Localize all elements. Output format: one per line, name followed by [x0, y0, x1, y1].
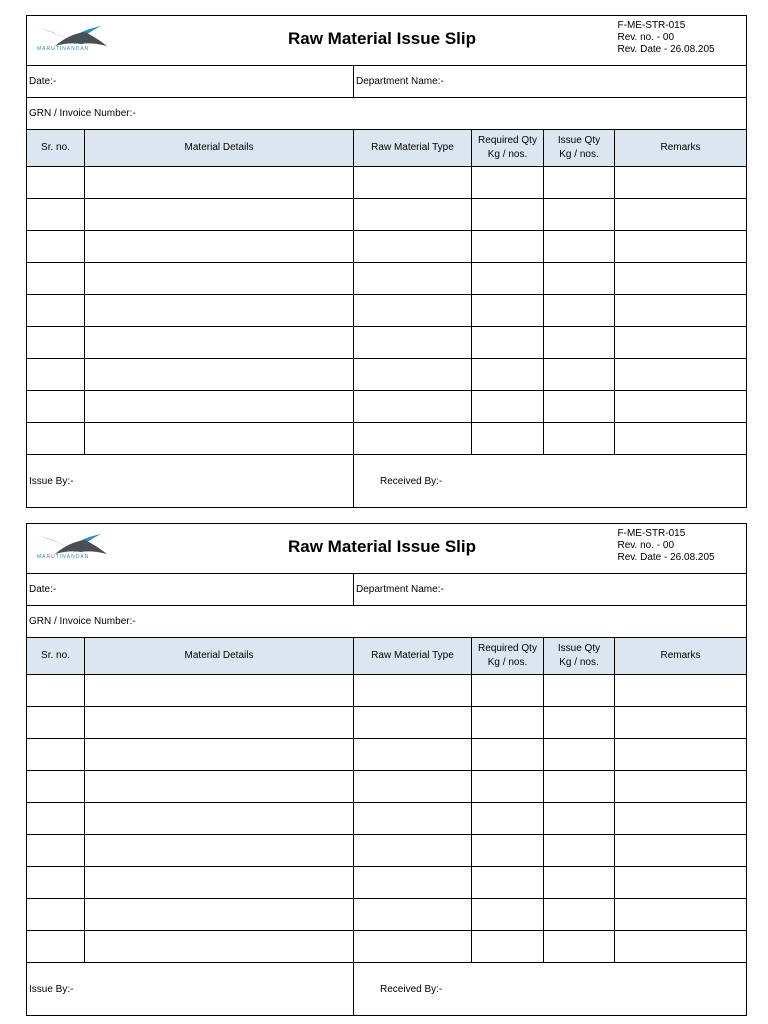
sr-no-cell[interactable]	[27, 707, 85, 739]
material-details-cell[interactable]	[85, 231, 354, 263]
issue-qty-cell[interactable]	[544, 675, 615, 707]
col-material-details: Material Details	[85, 130, 354, 167]
received-by-field[interactable]: Received By:-	[354, 963, 747, 1016]
raw-material-type-cell[interactable]	[354, 231, 472, 263]
raw-material-type-cell[interactable]	[354, 675, 472, 707]
signature-row	[27, 963, 747, 1016]
raw-material-type-cell[interactable]	[354, 295, 472, 327]
raw-material-type-cell[interactable]	[354, 931, 472, 963]
slip-header	[27, 524, 747, 574]
remarks-cell[interactable]	[615, 231, 747, 263]
rev-date: Rev. Date - 26.08.205	[617, 44, 715, 55]
logo-area	[27, 524, 476, 574]
issue-qty-cell[interactable]	[544, 899, 615, 931]
table-row	[27, 867, 747, 899]
material-details-cell[interactable]	[85, 423, 354, 455]
issue-qty-cell[interactable]	[544, 803, 615, 835]
material-details-cell[interactable]	[85, 391, 354, 423]
remarks-cell[interactable]	[615, 327, 747, 359]
table-row	[27, 231, 747, 263]
issue-qty-cell[interactable]	[544, 391, 615, 423]
issue-qty-cell[interactable]	[544, 199, 615, 231]
table-row	[27, 899, 747, 931]
remarks-cell[interactable]	[615, 931, 747, 963]
remarks-cell[interactable]	[615, 391, 747, 423]
required-qty-cell[interactable]	[472, 675, 544, 707]
raw-material-type-cell[interactable]	[354, 835, 472, 867]
table-row	[27, 771, 747, 803]
sr-no-cell[interactable]	[27, 899, 85, 931]
remarks-cell[interactable]	[615, 295, 747, 327]
required-qty-cell[interactable]	[472, 867, 544, 899]
table-row	[27, 931, 747, 963]
signature-row	[27, 455, 747, 508]
raw-material-type-cell[interactable]	[354, 739, 472, 771]
material-details-cell[interactable]	[85, 867, 354, 899]
table-row	[27, 295, 747, 327]
issue-qty-cell[interactable]	[544, 327, 615, 359]
remarks-cell[interactable]	[615, 707, 747, 739]
issue-qty-cell[interactable]	[544, 167, 615, 199]
department-field[interactable]: Department Name:-	[354, 574, 747, 606]
col-required-qty: Required Qty Kg / nos.	[472, 638, 544, 675]
material-details-cell[interactable]	[85, 359, 354, 391]
sr-no-cell[interactable]	[27, 835, 85, 867]
required-qty-cell[interactable]	[472, 231, 544, 263]
col-sr-no: Sr. no.	[27, 638, 85, 675]
sr-no-cell[interactable]	[27, 231, 85, 263]
required-qty-cell[interactable]	[472, 803, 544, 835]
col-raw-material-type: Raw Material Type	[354, 130, 472, 167]
logo-text: MARUTINANDAN	[37, 554, 90, 560]
received-by-field[interactable]: Received By:-	[354, 455, 747, 508]
remarks-cell[interactable]	[615, 867, 747, 899]
col-remarks: Remarks	[615, 130, 747, 167]
issue-qty-cell[interactable]	[544, 739, 615, 771]
grn-invoice-field[interactable]: GRN / Invoice Number:-	[27, 98, 747, 130]
raw-material-type-cell[interactable]	[354, 423, 472, 455]
col-sr-no: Sr. no.	[27, 130, 85, 167]
col-material-details: Material Details	[85, 638, 354, 675]
sr-no-cell[interactable]	[27, 359, 85, 391]
raw-material-type-cell[interactable]	[354, 359, 472, 391]
material-details-cell[interactable]	[85, 295, 354, 327]
sr-no-cell[interactable]	[27, 675, 85, 707]
department-field[interactable]: Department Name:-	[354, 66, 747, 98]
issue-qty-cell[interactable]	[544, 771, 615, 803]
required-qty-cell[interactable]	[472, 199, 544, 231]
raw-material-type-cell[interactable]	[354, 803, 472, 835]
slip-table	[26, 15, 747, 508]
required-qty-cell[interactable]	[472, 167, 544, 199]
issue-qty-cell[interactable]	[544, 867, 615, 899]
issue-by-field[interactable]: Issue By:-	[27, 455, 354, 508]
raw-material-type-cell[interactable]	[354, 899, 472, 931]
issue-slip	[26, 523, 746, 1016]
slip-title: Raw Material Issue Slip	[287, 29, 476, 48]
issue-slip	[26, 15, 746, 508]
column-header-row	[27, 638, 747, 675]
remarks-cell[interactable]	[615, 835, 747, 867]
required-qty-cell[interactable]	[472, 423, 544, 455]
material-details-cell[interactable]	[85, 899, 354, 931]
raw-material-type-cell[interactable]	[354, 707, 472, 739]
material-details-cell[interactable]	[85, 739, 354, 771]
material-details-cell[interactable]	[85, 199, 354, 231]
col-issue-qty: Issue Qty Kg / nos.	[544, 638, 615, 675]
table-row	[27, 675, 747, 707]
logo-text: MARUTINANDAN	[37, 46, 90, 52]
remarks-cell[interactable]	[615, 675, 747, 707]
raw-material-type-cell[interactable]	[354, 199, 472, 231]
issue-qty-cell[interactable]	[544, 835, 615, 867]
sr-no-cell[interactable]	[27, 167, 85, 199]
raw-material-type-cell[interactable]	[354, 263, 472, 295]
material-details-cell[interactable]	[85, 263, 354, 295]
slip-title: Raw Material Issue Slip	[287, 537, 476, 556]
remarks-cell[interactable]	[615, 771, 747, 803]
material-details-cell[interactable]	[85, 167, 354, 199]
required-qty-cell[interactable]	[472, 707, 544, 739]
raw-material-type-cell[interactable]	[354, 391, 472, 423]
grn-invoice-field[interactable]: GRN / Invoice Number:-	[27, 606, 747, 638]
slip-table	[26, 523, 747, 1016]
issue-qty-cell[interactable]	[544, 931, 615, 963]
required-qty-cell[interactable]	[472, 835, 544, 867]
raw-material-type-cell[interactable]	[354, 327, 472, 359]
col-required-qty: Required Qty Kg / nos.	[472, 130, 544, 167]
material-details-cell[interactable]	[85, 707, 354, 739]
table-row	[27, 327, 747, 359]
remarks-cell[interactable]	[615, 167, 747, 199]
doc-number: F-ME-STR-015	[617, 528, 686, 539]
material-details-cell[interactable]	[85, 835, 354, 867]
issue-qty-cell[interactable]	[544, 295, 615, 327]
issue-qty-cell[interactable]	[544, 263, 615, 295]
table-row	[27, 359, 747, 391]
material-details-cell[interactable]	[85, 675, 354, 707]
col-remarks: Remarks	[615, 638, 747, 675]
column-header-row	[27, 130, 747, 167]
remarks-cell[interactable]	[615, 199, 747, 231]
sr-no-cell[interactable]	[27, 739, 85, 771]
remarks-cell[interactable]	[615, 803, 747, 835]
sr-no-cell[interactable]	[27, 295, 85, 327]
remarks-cell[interactable]	[615, 263, 747, 295]
sr-no-cell[interactable]	[27, 803, 85, 835]
remarks-cell[interactable]	[615, 899, 747, 931]
table-row	[27, 199, 747, 231]
required-qty-cell[interactable]	[472, 739, 544, 771]
issue-qty-cell[interactable]	[544, 707, 615, 739]
sr-no-cell[interactable]	[27, 391, 85, 423]
table-row	[27, 803, 747, 835]
required-qty-cell[interactable]	[472, 771, 544, 803]
date-field[interactable]: Date:-	[27, 66, 354, 98]
table-row	[27, 263, 747, 295]
date-field[interactable]: Date:-	[27, 574, 354, 606]
sr-no-cell[interactable]	[27, 771, 85, 803]
raw-material-type-cell[interactable]	[354, 867, 472, 899]
issue-by-field[interactable]: Issue By:-	[27, 963, 354, 1016]
required-qty-cell[interactable]	[472, 327, 544, 359]
col-raw-material-type: Raw Material Type	[354, 638, 472, 675]
table-row	[27, 835, 747, 867]
required-qty-cell[interactable]	[472, 899, 544, 931]
remarks-cell[interactable]	[615, 359, 747, 391]
issue-qty-cell[interactable]	[544, 423, 615, 455]
sr-no-cell[interactable]	[27, 867, 85, 899]
material-details-cell[interactable]	[85, 931, 354, 963]
material-details-cell[interactable]	[85, 803, 354, 835]
required-qty-cell[interactable]	[472, 359, 544, 391]
sr-no-cell[interactable]	[27, 199, 85, 231]
slip-header	[27, 16, 747, 66]
raw-material-type-cell[interactable]	[354, 167, 472, 199]
logo-area	[27, 16, 476, 66]
required-qty-cell[interactable]	[472, 295, 544, 327]
remarks-cell[interactable]	[615, 423, 747, 455]
rev-number: Rev. no. - 00	[617, 32, 675, 43]
issue-qty-cell[interactable]	[544, 359, 615, 391]
remarks-cell[interactable]	[615, 739, 747, 771]
col-issue-qty: Issue Qty Kg / nos.	[544, 130, 615, 167]
material-details-cell[interactable]	[85, 327, 354, 359]
sr-no-cell[interactable]	[27, 423, 85, 455]
required-qty-cell[interactable]	[472, 263, 544, 295]
sr-no-cell[interactable]	[27, 263, 85, 295]
doc-number: F-ME-STR-015	[617, 20, 686, 31]
table-row	[27, 707, 747, 739]
table-row	[27, 167, 747, 199]
rev-number: Rev. no. - 00	[617, 540, 675, 551]
rev-date: Rev. Date - 26.08.205	[617, 552, 715, 563]
table-row	[27, 391, 747, 423]
material-details-cell[interactable]	[85, 771, 354, 803]
table-row	[27, 423, 747, 455]
raw-material-type-cell[interactable]	[354, 771, 472, 803]
table-row	[27, 739, 747, 771]
required-qty-cell[interactable]	[472, 931, 544, 963]
sr-no-cell[interactable]	[27, 327, 85, 359]
issue-qty-cell[interactable]	[544, 231, 615, 263]
sr-no-cell[interactable]	[27, 931, 85, 963]
required-qty-cell[interactable]	[472, 391, 544, 423]
